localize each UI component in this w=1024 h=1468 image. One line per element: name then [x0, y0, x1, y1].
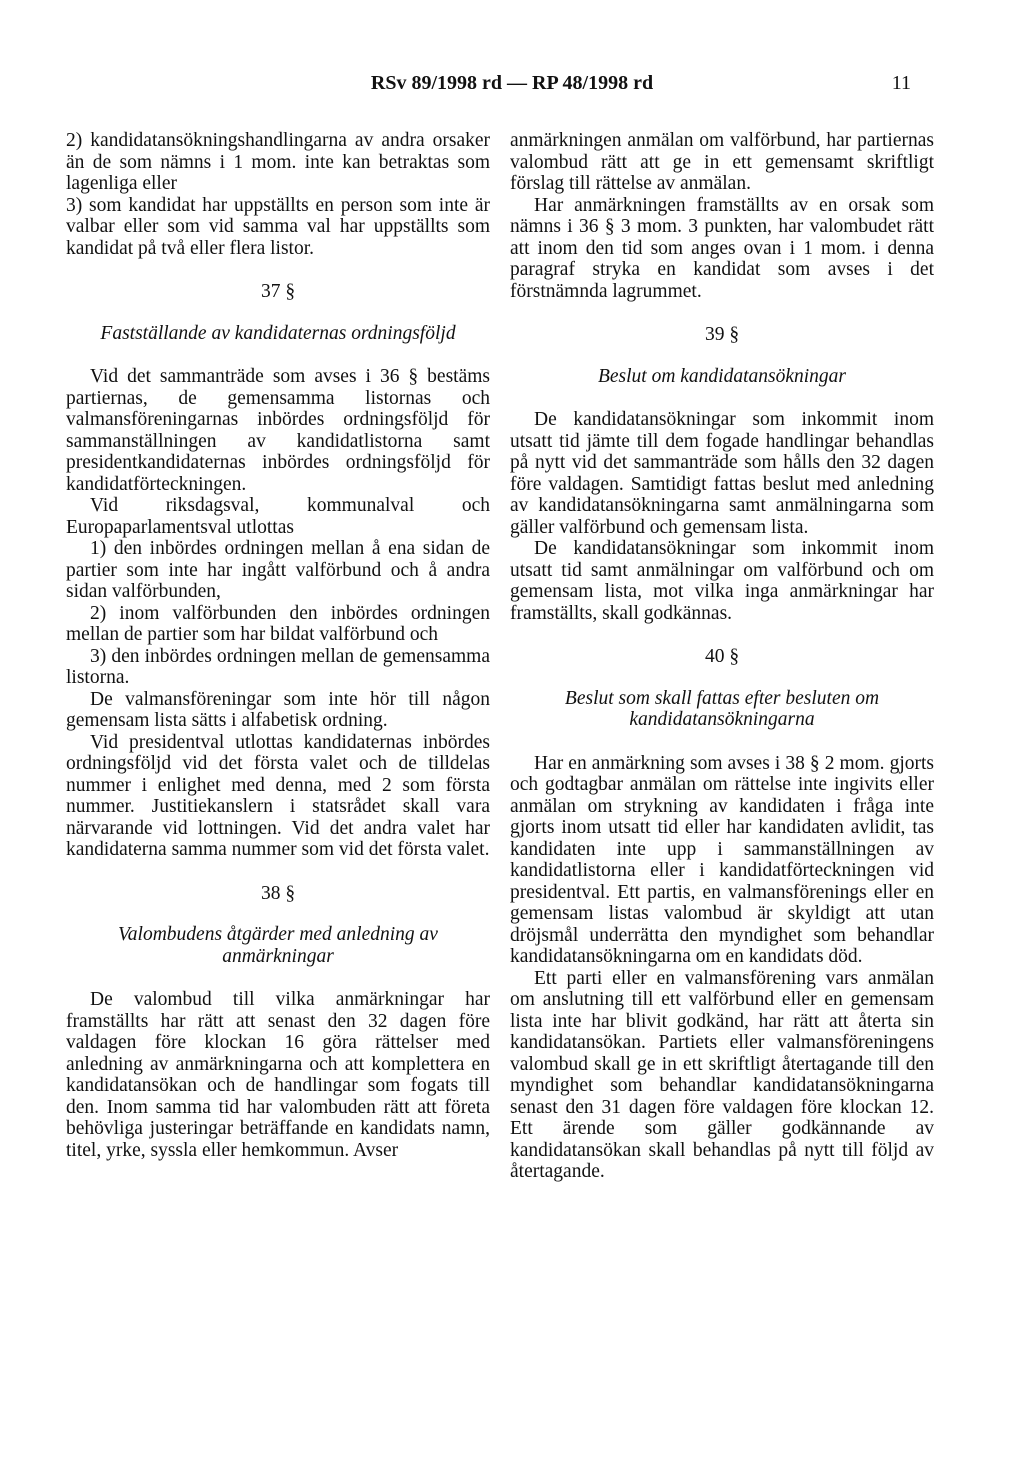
- paragraph: 2) inom valförbunden den inbördes ordningen mellan de partier som har bildat valförbund och: [66, 602, 490, 645]
- section-title: Fastställande av kandidaternas ordningsföljd: [100, 322, 456, 344]
- paragraph: 1) den inbördes ordningen mellan å ena sidan de partier som inte har ingått valförbund och å andra sidan valförbunden,: [66, 538, 490, 602]
- left-column: [66, 130, 490, 1161]
- section-number: 39 §: [704, 324, 740, 345]
- paragraph: Ett parti eller en valmansförening vars anmälan om anslutning till ett valförbund eller en gemensam lista inte har blivit godkänd, har rätt att återta sin kandidatansökan. Partiets eller valmansföreningens valombud skall ge in ett skriftligt återtagande till den myndighet som behandlar kandidatansökningarna senast den 31 dagen före valdagen före klockan 12. Ett ärende som gäller godkännande av kandidatansökan skall behandlas på nytt till följd av återtagande.: [510, 967, 934, 1182]
- paragraph: De valmansföreningar som inte hör till någon gemensam lista sätts i alfabetisk ordning.: [66, 688, 490, 731]
- section-title: Beslut om kandidatansökningar: [597, 365, 847, 387]
- paragraph: Har anmärkningen framställts av en orsak som nämns i 36 § 3 mom. 3 punkten, har valombudet rätt att inom den tid som anges ovan i 1 mom. i denna paragraf stryka en kandidat som avses i det förstnämnda lagrummet.: [510, 194, 934, 302]
- paragraph: 2) kandidatansökningshandlingarna av andra orsaker än de som nämns i 1 mom. inte kan betraktas som lagenliga eller: [66, 130, 490, 194]
- paragraph: De kandidatansökningar som inkommit inom utsatt tid jämte till dem fogade handlingar behandlas på nytt vid det sammanträde som hålls den 32 dagen före valdagen. Samtidigt fattas beslut med anledning av kandidatansökningarna samt anmälningarna som gäller valförbund och gemensam lista.: [510, 409, 934, 538]
- running-head: RSv 89/1998 rd — RP 48/1998 rd: [370, 72, 654, 94]
- paragraph: 3) som kandidat har uppställts en person som inte är valbar eller som vid samma val har uppställts som kandidat på två eller flera listor.: [66, 194, 490, 259]
- paragraph: anmärkningen anmälan om valförbund, har partiernas valombud rätt att ge in ett gemensamt skriftligt förslag till rättelse av anmälan.: [510, 130, 934, 194]
- section-title: Valombudens åtgärder med anledning av anmärkningar: [118, 924, 438, 967]
- page-number: 11: [891, 72, 911, 94]
- right-column: [510, 130, 934, 1183]
- paragraph: De kandidatansökningar som inkommit inom utsatt tid samt anmälningar om valförbund och om gemensam lista, mot vilka inga anmärkningar har framställts, skall godkännas.: [510, 538, 934, 624]
- section-number: 38 §: [260, 882, 296, 904]
- paragraph: Har en anmärkning som avses i 38 § 2 mom. gjorts och godtagbar anmälan om rättelse inte ingivits eller anmälan om strykning av kandidaten i fråga inte gjorts inom utsatt tid eller har kandidaten avlidit, tas kandidaten inte upp i sammanställningen av kandidatlistorna eller i kandidatförteckningen vid presidentval. Ett partis, en valmansförenings eller en gemensam listas valombud är skyldigt att utan dröjsmål underrätta den myndighet som behandlar kandidatansökningarna om en kandidats död.: [510, 752, 934, 967]
- section-number: 37 §: [260, 281, 296, 302]
- section-title: Beslut som skall fattas efter besluten om kandidatansökningarna: [564, 687, 880, 730]
- paragraph: Vid riksdagsval, kommunalval och Europaparlamentsval utlottas: [66, 495, 490, 538]
- paragraph: De valombud till vilka anmärkningar har framställts har rätt att senast den 32 dagen före valdagen före klockan 16 göra rättelser med anledning av anmärkningarna och att komplettera en kandidatansökan och de handlingar som fogats till den. Inom samma tid har valombuden rätt att företa behövliga justeringar beträffande en kandidats namn, titel, yrke, syssla eller hemkommun. Avser: [66, 989, 490, 1161]
- paragraph: Vid det sammanträde som avses i 36 § bestäms partiernas, de gemensamma listornas och valmansföreningarnas inbördes ordningsföljd för sammanställningen av kandidatlistorna samt presidentkandidaternas inbördes ordningsföljd för kandidatförteckningen.: [66, 366, 490, 495]
- page-header: [0, 72, 1024, 102]
- paragraph: 3) den inbördes ordningen mellan de gemensamma listorna.: [66, 645, 490, 688]
- paragraph: Vid presidentval utlottas kandidaternas inbördes ordningsföljd vid det första valet och de tilldelas nummer i enlighet med denna, med 2 som första nummer. Justitiekanslern i statsrådet skall vara närvarande vid lottningen. Vid det andra valet har kandidaterna samma nummer som vid det första valet.: [66, 731, 490, 860]
- section-number: 40 §: [704, 646, 740, 667]
